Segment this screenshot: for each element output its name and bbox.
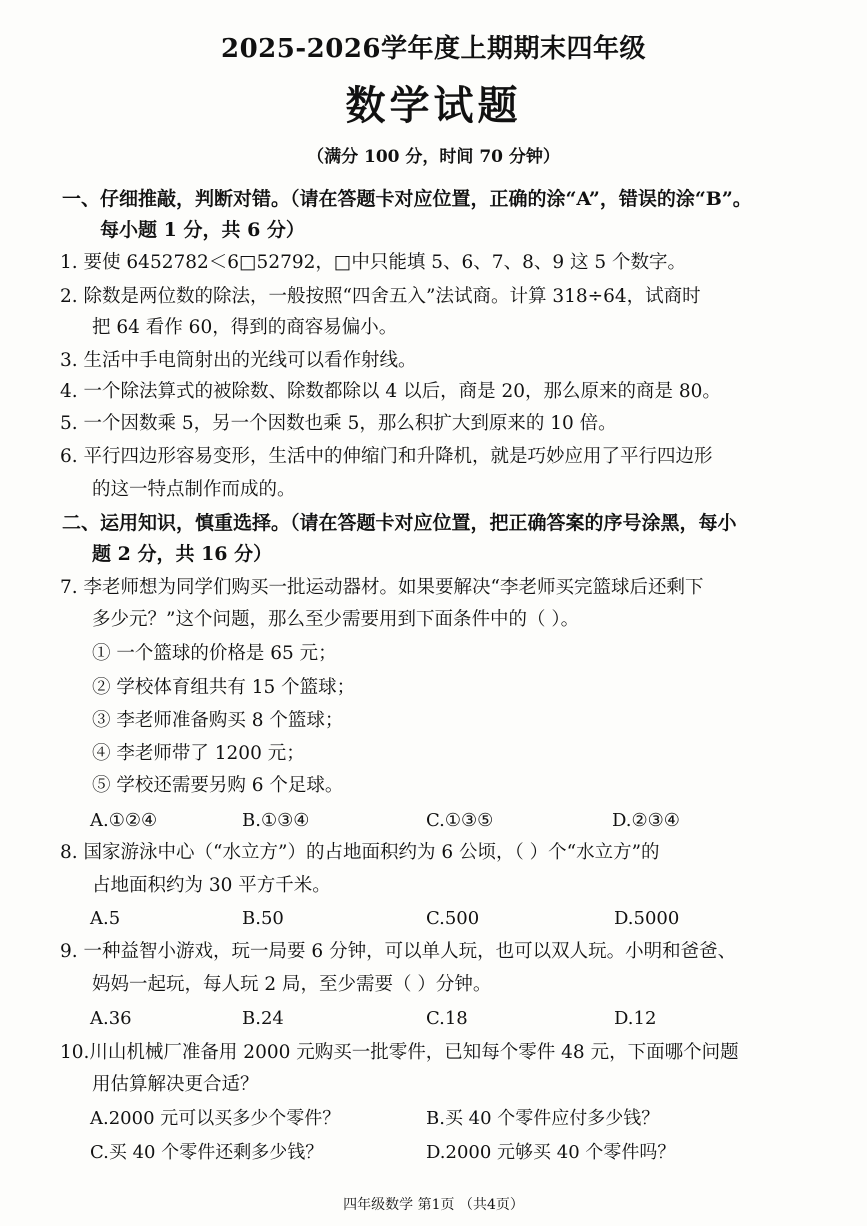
question-7-condition-2: ② 学校体育组共有 15 个篮球； [92, 677, 356, 698]
question-10-options-row2 [0, 1140, 867, 1166]
question-2-cont: 把 64 看作 60，得到的商容易偏小。 [92, 317, 398, 338]
question-7-cont: 多少元？”这个问题，那么至少需要用到下面条件中的（ ）。 [92, 609, 580, 630]
question-1: 1. 要使 6452782＜6□52792，□中只能填 5、6、7、8、9 这 5 个数字。 [60, 252, 687, 273]
question-10-cont: 用估算解决更合适？ [92, 1074, 259, 1095]
question-8: 8. 国家游泳中心（“水立方”）的占地面积约为 6 公顷，（ ）个“水立方”的 [60, 842, 660, 863]
option-c[interactable]: C.①③⑤ [426, 810, 494, 831]
option-d[interactable]: D.5000 [614, 908, 680, 929]
question-5: 5. 一个因数乘 5，另一个因数也乘 5，那么积扩大到原来的 10 倍。 [60, 413, 617, 434]
exam-title-year: 2025-2026学年度上期期末四年级 [220, 34, 647, 64]
question-10: 10.川山机械厂准备用 2000 元购买一批零件，已知每个零件 48 元，下面哪个问题 [60, 1042, 739, 1063]
question-9-options [0, 1006, 867, 1032]
question-7-condition-3: ③ 李老师准备购买 8 个篮球； [92, 710, 344, 731]
option-c[interactable]: C.买 40 个零件还剩多少钱？ [90, 1142, 324, 1163]
option-b[interactable]: B.24 [242, 1008, 284, 1029]
question-6-cont: 的这一特点制作而成的。 [92, 479, 296, 500]
question-3: 3. 生活中手电筒射出的光线可以看作射线。 [60, 350, 417, 371]
exam-score-time: （满分 100 分，时间 70 分钟） [307, 147, 560, 167]
question-10-options-row1 [0, 1106, 867, 1132]
option-c[interactable]: C.18 [426, 1008, 468, 1029]
section1-heading-cont: 每小题 1 分，共 6 分） [100, 219, 305, 241]
question-7-condition-5: ⑤ 学校还需要另购 6 个足球。 [92, 775, 344, 796]
question-8-cont: 占地面积约为 30 平方千米。 [92, 875, 331, 896]
option-b[interactable]: B.50 [242, 908, 284, 929]
question-9: 9. 一种益智小游戏，玩一局要 6 分钟，可以单人玩，也可以双人玩。小明和爸爸、 [60, 941, 737, 962]
option-a[interactable]: A.2000 元可以买多少个零件？ [90, 1108, 341, 1129]
option-a[interactable]: A.5 [90, 908, 121, 929]
option-a[interactable]: A.①②④ [90, 810, 158, 831]
section1-heading: 一、仔细推敲，判断对错。（请在答题卡对应位置，正确的涂“A”，错误的涂“B”。 [62, 188, 752, 210]
option-d[interactable]: D.12 [614, 1008, 657, 1029]
section2-heading-cont: 题 2 分，共 16 分） [92, 543, 273, 565]
question-7-condition-1: ① 一个篮球的价格是 65 元； [92, 643, 337, 664]
option-b[interactable]: B.①③④ [242, 810, 310, 831]
question-7-options [0, 808, 867, 834]
option-d[interactable]: D.2000 元够买 40 个零件吗？ [426, 1142, 676, 1163]
question-4: 4. 一个除法算式的被除数、除数都除以 4 以后，商是 20，那么原来的商是 80。 [60, 381, 721, 402]
question-8-options [0, 906, 867, 932]
option-b[interactable]: B.买 40 个零件应付多少钱？ [426, 1108, 660, 1129]
section2-heading: 二、运用知识，慎重选择。（请在答题卡对应位置，把正确答案的序号涂黑，每小 [62, 512, 737, 534]
option-d[interactable]: D.②③④ [612, 810, 680, 831]
question-2: 2. 除数是两位数的除法，一般按照“四舍五入”法试商。计算 318÷64，试商时 [60, 286, 701, 307]
question-9-cont: 妈妈一起玩，每人玩 2 局，至少需要（ ）分钟。 [92, 974, 492, 995]
option-c[interactable]: C.500 [426, 908, 480, 929]
question-6: 6. 平行四边形容易变形，生活中的伸缩门和升降机，就是巧妙应用了平行四边形 [60, 446, 713, 467]
exam-title-subject: 数学试题 [345, 82, 522, 129]
option-a[interactable]: A.36 [90, 1008, 132, 1029]
page-footer: 四年级数学 第1页 （共4页） [343, 1197, 524, 1213]
question-7: 7. 李老师想为同学们购买一批运动器材。如果要解决“李老师买完篮球后还剩下 [60, 577, 704, 598]
question-7-condition-4: ④ 李老师带了 1200 元； [92, 743, 305, 764]
